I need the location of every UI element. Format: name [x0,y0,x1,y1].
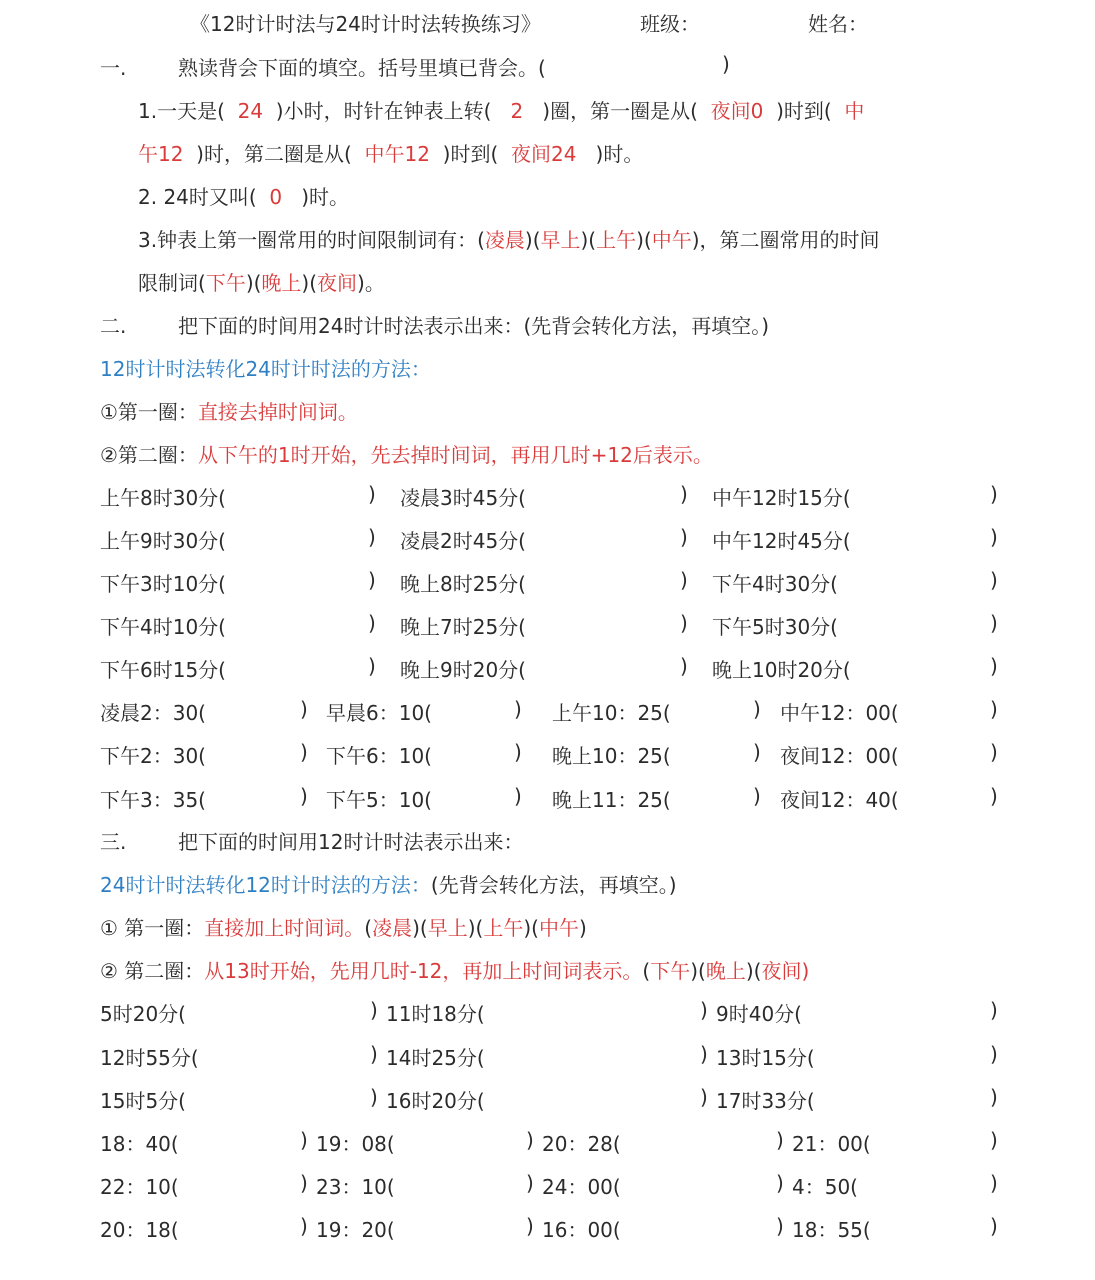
time-prompt: 19：20( [316,1218,395,1242]
exercise-row [0,740,1095,770]
answer-blank-close: ) [300,1214,308,1238]
answer-blank-close: ) [370,1042,378,1066]
answer-blank-close: ) [370,1085,378,1109]
time-prompt: 凌晨3时45分( [400,486,526,510]
answer-blank-close: ) [700,1085,708,1109]
answer-blank-close: ) [368,482,376,506]
time-prompt: 22：10( [100,1175,179,1199]
close-paren: ) [722,52,730,76]
answer-blank-close: ) [526,1171,534,1195]
answer-blank-close: ) [526,1128,534,1152]
method-title-24-to-12: 24时计时法转化12时计时法的方法：(先背会转化方法，再填空。) [100,873,677,897]
section-instruction: 把下面的时间用12时计时法表示出来： [178,830,524,854]
answer-blank-close: ) [300,740,308,764]
exercise-row [0,1128,1095,1158]
answer-blank-close: ) [368,525,376,549]
answer-blank-close: ) [680,482,688,506]
answer-blank-close: ) [990,784,998,808]
method-title-12-to-24: 12时计时法转化24时计时法的方法： [100,357,431,381]
answer-blank-close: ) [990,998,998,1022]
time-prompt: 18：55( [792,1218,871,1242]
time-prompt: 18：40( [100,1132,179,1156]
answer-blank-close: ) [990,1085,998,1109]
word-afternoon: 下午 [205,271,246,295]
time-prompt: 12时55分( [100,1046,199,1070]
exercise-row [0,654,1095,684]
question-3-line-2: 限制词(下午)(晚上)(夜间)。 [138,271,385,295]
time-prompt: 下午5时30分( [712,615,838,639]
word-evening: 晚上 [261,271,302,295]
question-2: 2. 24时又叫( 0 )时。 [138,185,350,209]
word-noon: 中午 [651,228,692,252]
answer-blank-close: ) [680,611,688,635]
time-prompt: 15时5分( [100,1089,186,1113]
time-prompt: 晚上9时20分( [400,658,526,682]
answer-blank-close: ) [753,697,761,721]
answer-noon-12: 中午12 [364,142,430,166]
answer-blank-close: ) [368,611,376,635]
time-prompt: 19：08( [316,1132,395,1156]
word-early-morning: 早上 [540,228,581,252]
answer-blank-close: ) [300,697,308,721]
answer-blank-close: ) [990,697,998,721]
answer-2: 2 [510,99,524,123]
answer-night-24: 夜间24 [511,142,577,166]
time-prompt: 中午12：00( [780,701,899,725]
name-label: 姓名： [808,12,868,36]
exercise-row [0,1214,1095,1244]
time-prompt: 晚上10时20分( [712,658,851,682]
time-prompt: 上午8时30分( [100,486,226,510]
section-number: 一. [100,56,127,80]
answer-blank-close: ) [990,1042,998,1066]
time-prompt: 下午4时10分( [100,615,226,639]
answer-blank-close: ) [990,482,998,506]
section-number: 三. [100,830,127,854]
time-prompt: 24：00( [542,1175,621,1199]
exercise-row [0,525,1095,555]
answer-blank-close: ) [776,1214,784,1238]
question-1-line-1: 1.一天是( 24 )小时，时针在钟表上转( 2 )圈，第一圈是从( 夜间0 )时到( 中 [138,99,865,123]
time-prompt: 中午12时45分( [712,529,851,553]
time-prompt: 4：50( [792,1175,858,1199]
time-prompt: 16：00( [542,1218,621,1242]
time-prompt: 20：18( [100,1218,179,1242]
word-morning: 上午 [596,228,637,252]
answer-blank-close: ) [680,654,688,678]
answer-blank-close: ) [990,654,998,678]
answer-blank-close: ) [776,1171,784,1195]
answer-blank-close: ) [990,611,998,635]
time-prompt: 13时15分( [716,1046,815,1070]
time-prompt: 下午3：35( [100,788,206,812]
time-prompt: 20：28( [542,1132,621,1156]
exercise-row [0,611,1095,641]
answer-0: 0 [269,185,283,209]
time-prompt: 下午4时30分( [712,572,838,596]
answer-blank-close: ) [514,697,522,721]
exercise-row [0,1085,1095,1115]
answer-night-0: 夜间0 [710,99,764,123]
answer-blank-close: ) [990,525,998,549]
answer-blank-close: ) [700,998,708,1022]
time-prompt: 晚上8时25分( [400,572,526,596]
answer-blank-close: ) [990,1171,998,1195]
time-prompt: 11时18分( [386,1002,485,1026]
answer-noon-12-part2: 午12 [138,142,184,166]
exercise-row [0,697,1095,727]
section-instruction: 熟读背会下面的填空。括号里填已背会。( [178,56,546,80]
class-label: 班级： [640,12,700,36]
exercise-row [0,568,1095,598]
time-prompt: 9时40分( [716,1002,802,1026]
time-prompt: 16时20分( [386,1089,485,1113]
time-prompt: 凌晨2：30( [100,701,206,725]
time-prompt: 14时25分( [386,1046,485,1070]
worksheet-title: 《12时计时法与24时计时法转换练习》 [190,12,541,36]
answer-blank-close: ) [776,1128,784,1152]
answer-blank-close: ) [990,740,998,764]
word-night: 夜间 [317,271,358,295]
exercise-row [0,998,1095,1028]
time-prompt: 下午5：10( [326,788,432,812]
time-prompt: 凌晨2时45分( [400,529,526,553]
answer-blank-close: ) [753,740,761,764]
answer-blank-close: ) [300,1171,308,1195]
time-prompt: 17时33分( [716,1089,815,1113]
section-instruction: 把下面的时间用24时计时法表示出来：(先背会转化方法，再填空。) [178,314,770,338]
time-prompt: 晚上11：25( [552,788,671,812]
exercise-row [0,1042,1095,1072]
answer-blank-close: ) [368,654,376,678]
time-prompt: 晚上10：25( [552,744,671,768]
time-prompt: 上午10：25( [552,701,671,725]
time-prompt: 晚上7时25分( [400,615,526,639]
answer-24: 24 [237,99,264,123]
section-number: 二. [100,314,127,338]
exercise-row [0,1171,1095,1201]
answer-blank-close: ) [990,1128,998,1152]
question-1-line-2: 午12 )时，第二圈是从( 中午12 )时到( 夜间24 )时。 [138,142,644,166]
answer-blank-close: ) [526,1214,534,1238]
time-prompt: 23：10( [316,1175,395,1199]
method-step-1: ①第一圈：直接去掉时间词。 [100,400,358,424]
answer-blank-close: ) [514,740,522,764]
time-prompt: 早晨6：10( [326,701,432,725]
time-prompt: 夜间12：40( [780,788,899,812]
answer-blank-close: ) [680,568,688,592]
time-prompt: 夜间12：00( [780,744,899,768]
time-prompt: 21：00( [792,1132,871,1156]
answer-blank-close: ) [300,784,308,808]
time-prompt: 5时20分( [100,1002,186,1026]
answer-blank-close: ) [370,998,378,1022]
method-step-2: ②第二圈：从下午的1时开始，先去掉时间词，再用几时+12后表示。 [100,443,713,467]
answer-blank-close: ) [300,1128,308,1152]
time-prompt: 中午12时15分( [712,486,851,510]
question-3-line-1: 3.钟表上第一圈常用的时间限制词有：(凌晨)(早上)(上午)(中午)，第二圈常用的时间 [138,228,880,252]
answer-blank-close: ) [700,1042,708,1066]
time-prompt: 下午2：30( [100,744,206,768]
answer-blank-close: ) [990,568,998,592]
time-prompt: 下午6：10( [326,744,432,768]
word-dawn: 凌晨 [484,228,525,252]
exercise-row [0,482,1095,512]
time-prompt: 下午3时10分( [100,572,226,596]
method-step-1: ① 第一圈：直接加上时间词。(凌晨)(早上)(上午)(中午) [100,916,587,940]
exercise-row [0,784,1095,814]
answer-blank-close: ) [990,1214,998,1238]
method-step-2: ② 第二圈：从13时开始，先用几时-12，再加上时间词表示。(下午)(晚上)(夜间) [100,959,810,983]
answer-blank-close: ) [680,525,688,549]
answer-blank-close: ) [368,568,376,592]
time-prompt: 上午9时30分( [100,529,226,553]
answer-blank-close: ) [753,784,761,808]
answer-blank-close: ) [514,784,522,808]
time-prompt: 下午6时15分( [100,658,226,682]
answer-noon-12-part1: 中 [844,99,865,123]
